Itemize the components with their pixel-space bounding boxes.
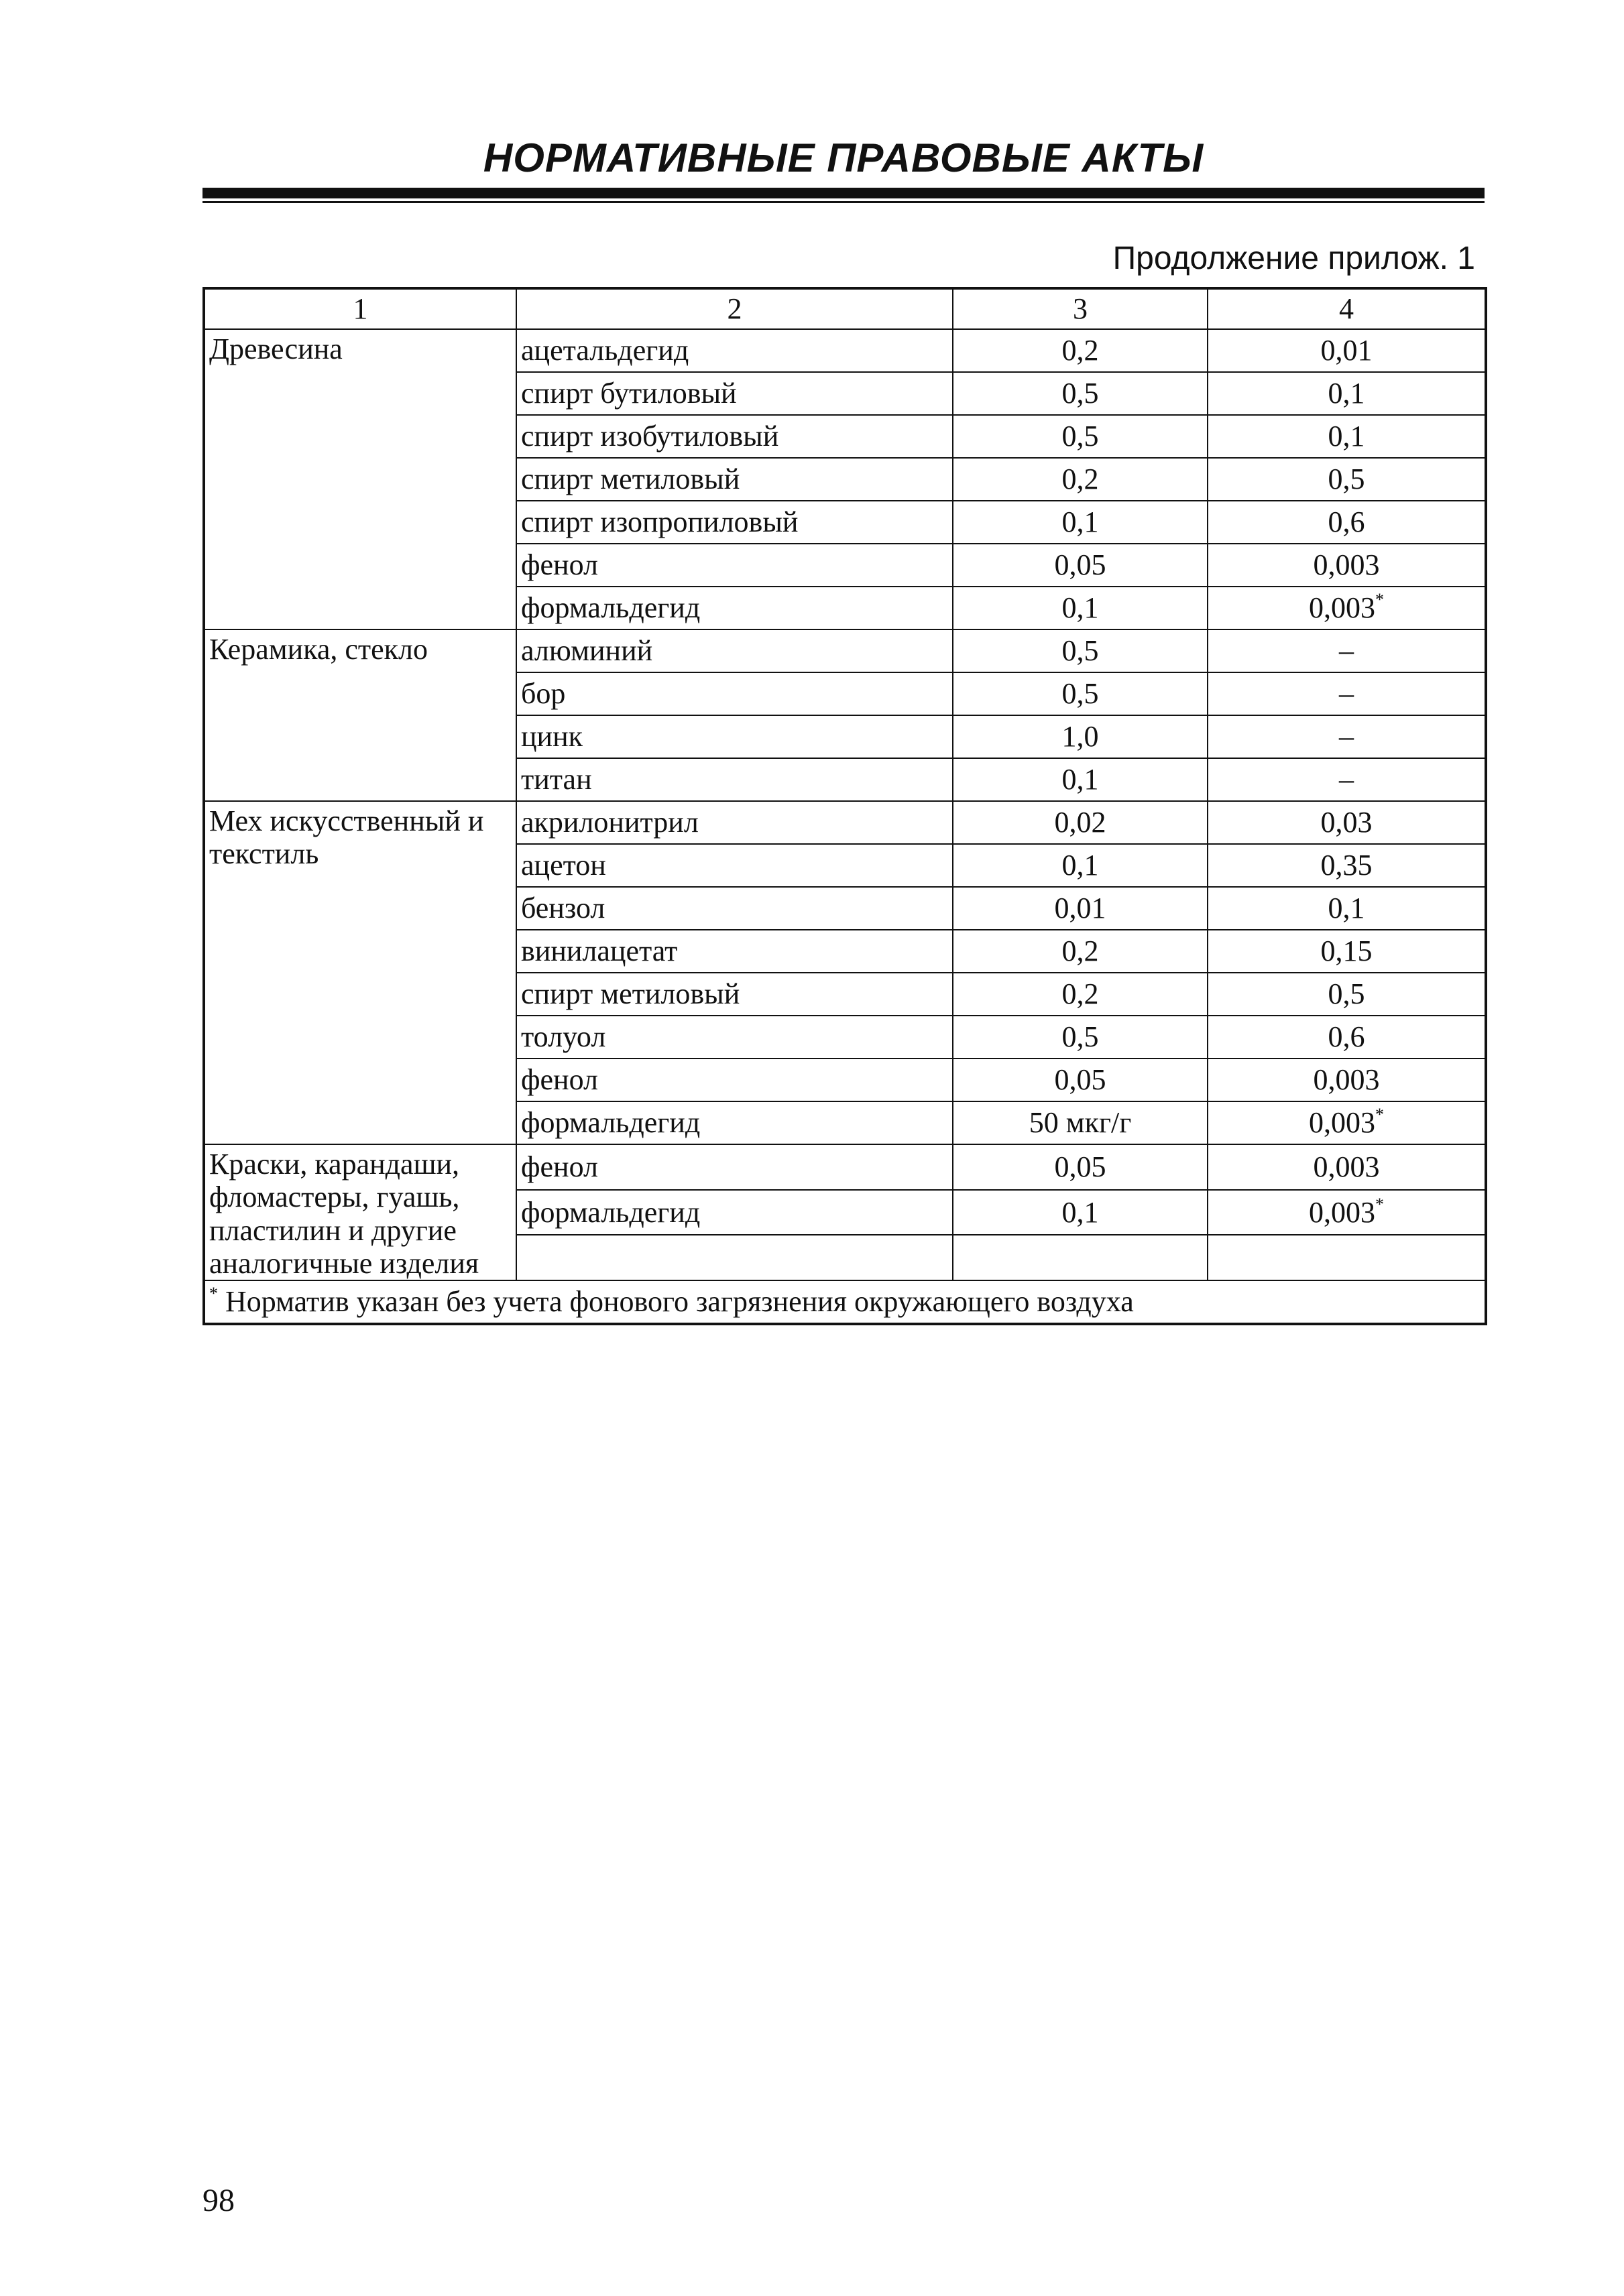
value-col3-cell: 0,2 [953, 329, 1208, 372]
value-col4-cell [1208, 329, 1486, 372]
value-col4-cell [1208, 715, 1486, 758]
value-col4-text: – [1339, 677, 1354, 711]
value-col4-cell [1208, 1016, 1486, 1059]
substance-cell: ацетон [516, 844, 953, 887]
value-col4-cell [1208, 372, 1486, 415]
value-col4-text: 0,1 [1328, 892, 1365, 925]
value-col4-text: 0,003 [1309, 591, 1375, 625]
substance-cell: формальдегид [516, 1190, 953, 1235]
value-col3-cell: 0,2 [953, 973, 1208, 1016]
value-col3-cell: 0,05 [953, 1059, 1208, 1101]
value-col4-cell [1208, 544, 1486, 587]
page-number: 98 [202, 2183, 235, 2218]
value-col3-cell: 1,0 [953, 715, 1208, 758]
value-col3-cell: 0,02 [953, 801, 1208, 844]
category-cell: Мех искусственный и текстиль [204, 801, 516, 1144]
value-col4-cell [1208, 930, 1486, 973]
substance-cell: алюминий [516, 629, 953, 672]
substance-cell: ацетальдегид [516, 329, 953, 372]
value-col3-cell: 0,5 [953, 372, 1208, 415]
substance-cell: спирт метиловый [516, 458, 953, 501]
value-col4-text: 0,6 [1328, 1020, 1365, 1054]
value-col4-text: 0,03 [1320, 806, 1373, 839]
value-col4-text: – [1339, 634, 1354, 668]
value-col4-cell [1208, 1059, 1486, 1101]
substance-cell: акрилонитрил [516, 801, 953, 844]
value-col4-text: 0,003 [1309, 1195, 1375, 1229]
substance-cell: формальдегид [516, 1101, 953, 1144]
table-header-row [204, 288, 1486, 329]
value-col3-cell: 0,1 [953, 501, 1208, 544]
table-row [204, 329, 1486, 372]
empty-cell [516, 1235, 953, 1280]
column-header-2: 2 [516, 288, 953, 329]
substance-cell: формальдегид [516, 587, 953, 629]
value-col4-text: 0,003 [1313, 1063, 1380, 1097]
column-header-1: 1 [204, 288, 516, 329]
value-col4-text: – [1339, 720, 1354, 753]
substance-cell: фенол [516, 544, 953, 587]
substance-cell: толуол [516, 1016, 953, 1059]
footnote-cell [204, 1280, 1486, 1324]
value-col3-cell: 0,1 [953, 758, 1208, 801]
empty-cell [1208, 1235, 1486, 1280]
substance-cell: титан [516, 758, 953, 801]
substance-cell: бор [516, 672, 953, 715]
category-cell: Краски, карандаши, фломастеры, гуашь, пластилин и другие аналогичные изделия [204, 1144, 516, 1280]
value-col4-cell [1208, 801, 1486, 844]
value-col4-text: 0,15 [1320, 934, 1373, 968]
header-rule-thin [202, 201, 1485, 203]
value-col3-cell: 0,1 [953, 1190, 1208, 1235]
table-row [204, 1144, 1486, 1190]
value-col4-text: – [1339, 763, 1354, 796]
value-col3-cell: 0,1 [953, 587, 1208, 629]
value-col3-cell: 0,5 [953, 672, 1208, 715]
value-col4-text: 0,01 [1320, 334, 1373, 367]
value-col3-cell: 0,05 [953, 544, 1208, 587]
footnote-mark: * [1375, 590, 1384, 610]
norms-table-body [204, 288, 1486, 1324]
table-row [204, 629, 1486, 672]
value-col4-text: 0,35 [1320, 849, 1373, 882]
continuation-label: Продолжение прилож. 1 [1112, 241, 1475, 276]
category-cell: Древесина [204, 329, 516, 629]
value-col4-cell [1208, 458, 1486, 501]
substance-cell: фенол [516, 1144, 953, 1190]
value-col4-cell [1208, 758, 1486, 801]
value-col4-text: 0,1 [1328, 420, 1365, 453]
value-col3-cell: 0,1 [953, 844, 1208, 887]
value-col4-cell [1208, 844, 1486, 887]
category-cell: Керамика, стекло [204, 629, 516, 801]
value-col4-cell [1208, 415, 1486, 458]
footnote-mark: * [1375, 1105, 1384, 1125]
substance-cell: спирт изопропиловый [516, 501, 953, 544]
value-col3-cell: 0,5 [953, 629, 1208, 672]
value-col4-cell [1208, 887, 1486, 930]
table-row [204, 801, 1486, 844]
value-col4-cell [1208, 1190, 1486, 1235]
value-col4-text: 0,6 [1328, 505, 1365, 539]
substance-cell: бензол [516, 887, 953, 930]
value-col4-text: 0,5 [1328, 463, 1365, 496]
column-header-4: 4 [1208, 288, 1486, 329]
value-col4-text: 0,003 [1313, 1150, 1380, 1184]
substance-cell: спирт бутиловый [516, 372, 953, 415]
value-col3-cell: 0,5 [953, 415, 1208, 458]
value-col4-text: 0,003 [1313, 548, 1380, 582]
header-rule-thick [202, 188, 1485, 198]
footnote-row [204, 1280, 1486, 1324]
value-col4-text: 0,5 [1328, 977, 1365, 1011]
value-col4-cell [1208, 672, 1486, 715]
footnote-text: Норматив указан без учета фонового загрязнения окружающего воздуха [218, 1285, 1134, 1319]
column-header-3: 3 [953, 288, 1208, 329]
footnote-mark: * [209, 1284, 218, 1304]
value-col3-cell: 0,5 [953, 1016, 1208, 1059]
substance-cell: цинк [516, 715, 953, 758]
value-col4-cell [1208, 501, 1486, 544]
value-col4-cell [1208, 973, 1486, 1016]
value-col3-cell: 0,01 [953, 887, 1208, 930]
substance-cell: спирт изобутиловый [516, 415, 953, 458]
running-header-title: НОРМАТИВНЫЕ ПРАВОВЫЕ АКТЫ [483, 135, 1204, 180]
footnote-mark: * [1375, 1194, 1384, 1214]
substance-cell: винилацетат [516, 930, 953, 973]
value-col4-cell [1208, 587, 1486, 629]
norms-table [202, 287, 1487, 1325]
value-col4-cell [1208, 1101, 1486, 1144]
value-col3-cell: 0,2 [953, 930, 1208, 973]
value-col3-cell: 0,2 [953, 458, 1208, 501]
value-col4-cell [1208, 1144, 1486, 1190]
empty-cell [953, 1235, 1208, 1280]
value-col4-cell [1208, 629, 1486, 672]
substance-cell: фенол [516, 1059, 953, 1101]
value-col4-text: 0,003 [1309, 1106, 1375, 1140]
value-col3-cell: 0,05 [953, 1144, 1208, 1190]
value-col4-text: 0,1 [1328, 377, 1365, 410]
value-col3-cell: 50 мкг/г [953, 1101, 1208, 1144]
substance-cell: спирт метиловый [516, 973, 953, 1016]
